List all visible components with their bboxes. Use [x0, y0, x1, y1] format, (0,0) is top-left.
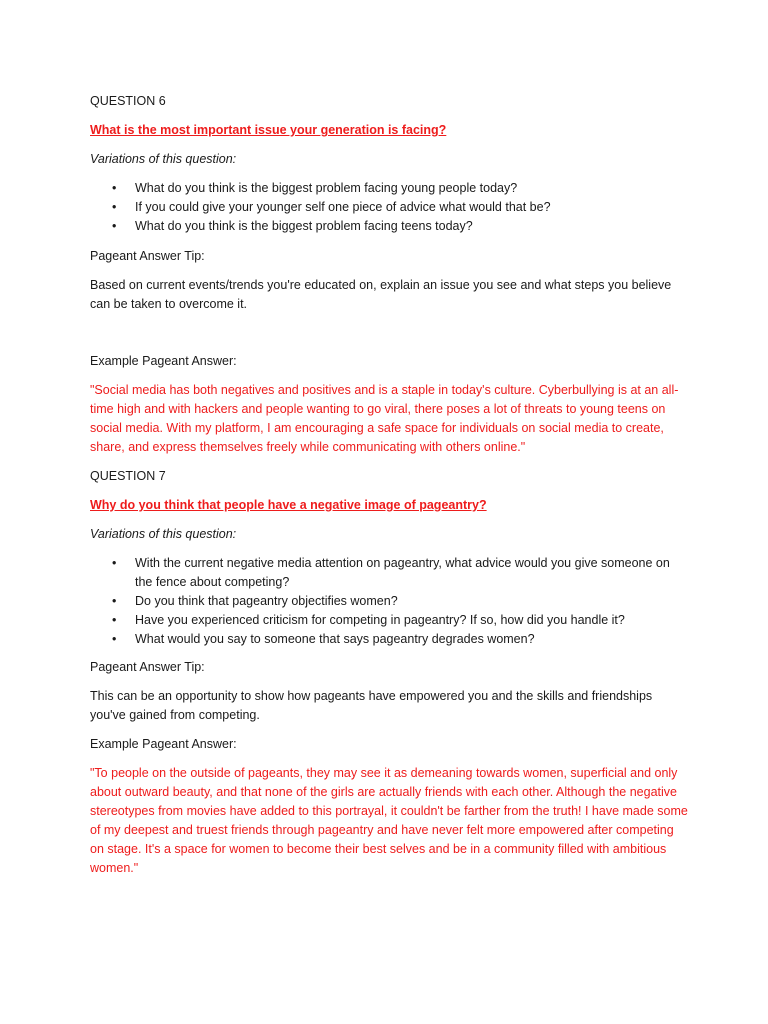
variation-text: With the current negative media attention on pageantry, what advice would you give someone on the fence about competing? — [135, 556, 670, 589]
list-item — [90, 611, 690, 630]
variation-text: Have you experienced criticism for competing in pageantry? If so, how did you handle it? — [135, 613, 625, 627]
q7-tip-label: Pageant Answer Tip: — [90, 660, 205, 674]
variation-text: If you could give your younger self one piece of advice what would that be? — [135, 200, 551, 214]
q6-heading: QUESTION 6 — [90, 94, 166, 108]
variation-text: What would you say to someone that says pageantry degrades women? — [135, 632, 535, 646]
variation-text: What do you think is the biggest problem facing teens today? — [135, 219, 473, 233]
q6-example-label: Example Pageant Answer: — [90, 354, 237, 368]
list-item — [90, 554, 690, 592]
bullet-icon: • — [112, 556, 117, 570]
list-item — [90, 217, 690, 236]
bullet-icon: • — [112, 594, 117, 608]
list-item — [90, 630, 690, 649]
q6-example-answer: "Social media has both negatives and positives and is a staple in today's culture. Cyberbullying is at an all-time high and with hackers and people wanting to go viral, there poses a lot of threats to young teens on social media. With my platform, I am encouraging a safe space for individuals on social media to create, share, and express themselves freely while communicating with others online." — [90, 383, 679, 454]
bullet-icon: • — [112, 613, 117, 627]
variation-text: Do you think that pageantry objectifies women? — [135, 594, 398, 608]
q6-title: What is the most important issue your generation is facing? — [90, 123, 447, 137]
bullet-icon: • — [112, 200, 117, 214]
q7-example-label: Example Pageant Answer: — [90, 737, 237, 751]
bullet-icon: • — [112, 181, 117, 195]
list-item — [90, 198, 690, 217]
q6-tip-label: Pageant Answer Tip: — [90, 249, 205, 263]
q6-tip: Based on current events/trends you're educated on, explain an issue you see and what steps you believe can be taken to overcome it. — [90, 278, 672, 311]
q6-variations-label: Variations of this question: — [90, 152, 237, 166]
q7-title: Why do you think that people have a negative image of pageantry? — [90, 498, 487, 512]
variation-text: What do you think is the biggest problem facing young people today? — [135, 181, 518, 195]
bullet-icon: • — [112, 632, 117, 646]
q7-example-answer: "To people on the outside of pageants, they may see it as demeaning towards women, superficial and only about outward beauty, and that none of the girls are actually friends with each other. Although the negative stereotypes from movies have added to this portrayal, it couldn't be farther from the truth! I have made some of my deepest and truest friends through pageantry and have never felt more empowered after competing on stage. It's a space for women to become their best selves and be in a community filled with ambitious women." — [90, 766, 688, 875]
q7-variations-list — [90, 554, 690, 649]
list-item — [90, 592, 690, 611]
list-item — [90, 179, 690, 198]
q7-tip: This can be an opportunity to show how pageants have empowered you and the skills and friendships you've gained from competing. — [90, 689, 653, 722]
bullet-icon: • — [112, 219, 117, 233]
q7-heading: QUESTION 7 — [90, 469, 166, 483]
q6-variations-list — [90, 179, 690, 236]
q7-variations-label: Variations of this question: — [90, 527, 237, 541]
